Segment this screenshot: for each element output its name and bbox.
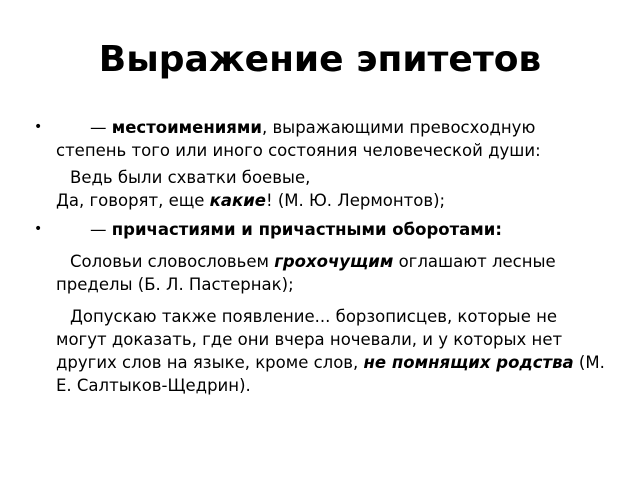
item-definition: [56, 218, 608, 241]
list-item-pronouns: [34, 116, 608, 212]
slide-content: [34, 116, 608, 397]
list-item-participles: [34, 218, 608, 397]
example-epithet: не помнящих родства: [363, 353, 574, 372]
example-epithet: какие: [209, 191, 266, 210]
example-line-1: Ведь были схватки боевые,: [70, 168, 311, 187]
example-line-2: Да, говорят, еще какие! (М. Ю. Лермонтов);: [56, 191, 446, 210]
slide-title: Выражение эпитетов: [98, 39, 542, 80]
dash: —: [90, 118, 112, 137]
item-definition: [56, 116, 608, 162]
example-epithet: грохочущим: [274, 252, 394, 271]
example-pasternak: Соловьи словословьем грохочущим оглашают лесные пределы (Б. Л. Пастернак);: [56, 252, 556, 294]
item-term: местоимениями: [111, 118, 262, 137]
item-description: , выражающими превосходную степень того или иного состояния человеческой души:: [56, 118, 541, 160]
bullet-icon: •: [34, 119, 43, 135]
dash: —: [90, 220, 112, 239]
item-term: причастиями и причастными оборотами:: [111, 220, 502, 239]
bullet-icon: •: [34, 221, 43, 237]
example-saltykov: Допускаю также появление... борзописцев, которые не могут доказать, где они вчера ночевали, и у которых нет других слов на языке, кроме слов, не помнящих родства (М. Е. Салтыков-Щедрин).: [56, 307, 605, 395]
